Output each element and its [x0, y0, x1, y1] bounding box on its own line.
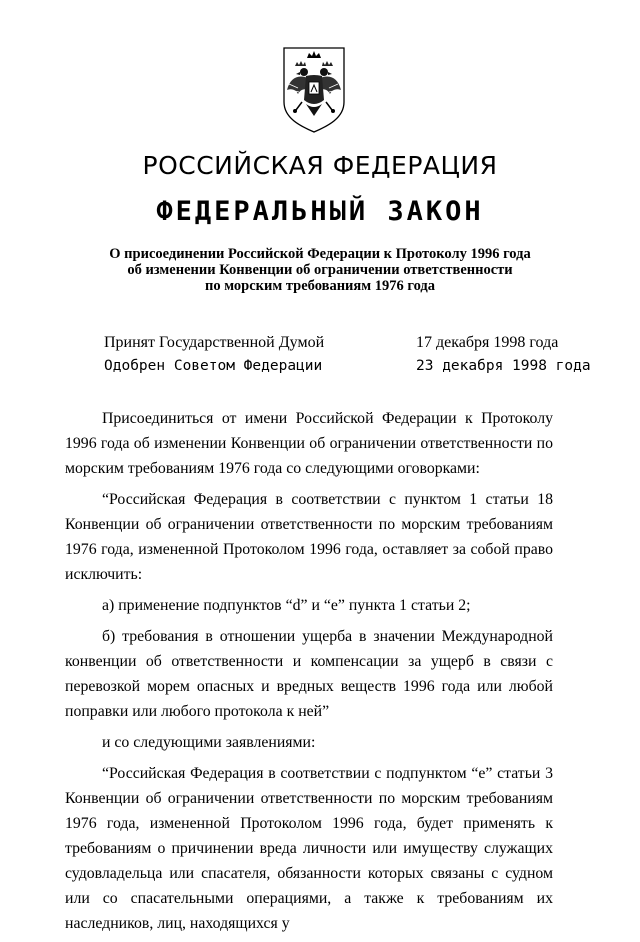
body-paragraph: и со следующими заявлениями:: [102, 734, 316, 751]
body-paragraph: “Российская Федерация в соответствии с пунктом 1 статьи 18 Конвенции об ограничении ответственности по морским требованиям 1976 года, измененной Протоколом 1996 года, оставляет за собой право исключить:: [65, 491, 553, 583]
law-title-line: по морским требованиям 1976 года: [204, 278, 436, 294]
law-title-line: об изменении Конвенции об ограничении ответственности: [127, 262, 513, 278]
country-heading: РОССИЙСКАЯ ФЕДЕРАЦИЯ: [142, 151, 498, 180]
document-type-heading: ФЕДЕРАЛЬНЫЙ ЗАКОН: [156, 196, 484, 227]
coat-of-arms-emblem: [276, 44, 352, 134]
duma-adoption-label: Принят Государственной Думой: [104, 334, 325, 351]
law-title: [60, 246, 580, 294]
council-approval-date: 23 декабря 1998 года: [416, 358, 591, 374]
law-title-line: О присоединении Российской Федерации к Протоколу 1996 года: [109, 246, 531, 262]
council-approval-label: Одобрен Советом Федерации: [104, 358, 323, 374]
law-body: [65, 406, 553, 942]
duma-adoption-date: 17 декабря 1998 года: [416, 334, 559, 351]
body-paragraph: “Российская Федерация в соответствии с подпунктом “e” статьи 3 Конвенции об ограничении ответственности по морским требованиям 1976 года, измененной Протоколом 1996 года, будет применять к требованиям о причинении вреда личности или имуществу служащих судовладельца или спасателя, обязанности которых связаны с судном или со спасательными операциями, а также к требованиям их наследников, лиц, находящихся у: [65, 765, 553, 932]
body-paragraph: б) требования в отношении ущерба в значении Международной конвенции об ответственности и компенсации за ущерб в связи с перевозкой морем опасных и вредных веществ 1996 года или любой поправки или любого протокола к ней”: [65, 628, 553, 720]
body-paragraph: а) применение подпунктов “d” и “e” пункта 1 статьи 2;: [102, 597, 471, 614]
body-paragraph: Присоединиться от имени Российской Федерации к Протоколу 1996 года об изменении Конвенции об ограничении ответственности по морским требованиям 1976 года со следующими оговорками:: [65, 410, 553, 477]
